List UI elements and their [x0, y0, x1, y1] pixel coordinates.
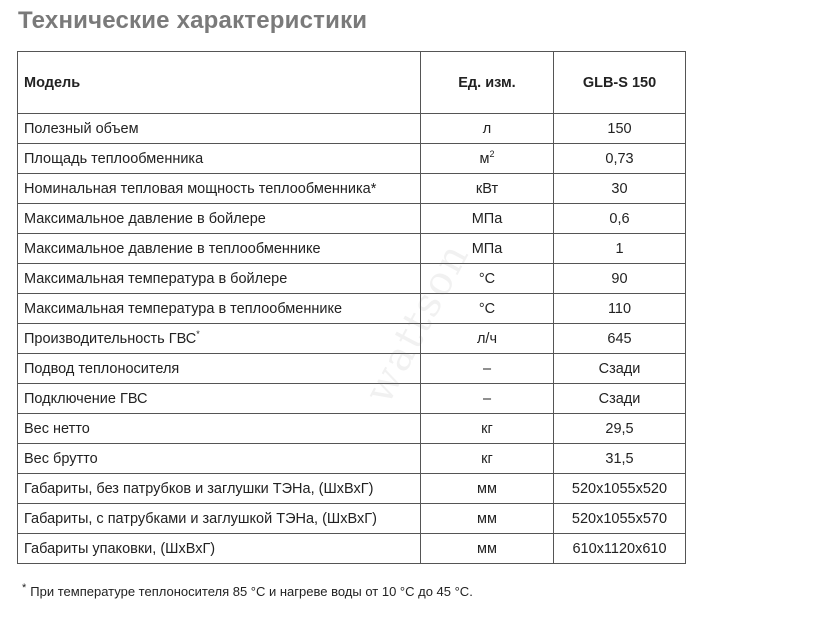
unit-text: мм — [477, 510, 497, 527]
unit-text: кг — [481, 420, 493, 437]
row-value: 0,6 — [554, 204, 686, 234]
row-parameter-name — [18, 264, 421, 294]
table-row — [18, 204, 686, 234]
unit-text: МПа — [471, 210, 503, 227]
row-unit — [421, 204, 554, 234]
parameter-name-text: Площадь теплообменника — [24, 150, 204, 167]
row-value: Сзади — [554, 384, 686, 414]
row-unit — [421, 444, 554, 474]
table-row — [18, 324, 686, 354]
table-row — [18, 294, 686, 324]
specs-table — [17, 51, 686, 564]
parameter-name-text: Подключение ГВС — [24, 390, 148, 407]
parameter-name-text: Полезный объем — [24, 120, 139, 137]
unit-text: л/ч — [476, 330, 498, 347]
row-value: 30 — [554, 174, 686, 204]
row-parameter-name — [18, 354, 421, 384]
page-title: Технические характеристики — [18, 7, 368, 34]
unit-text: кВт — [475, 180, 499, 197]
row-parameter-name — [18, 384, 421, 414]
table-row — [18, 264, 686, 294]
unit-text: – — [482, 390, 492, 407]
row-value: 90 — [554, 264, 686, 294]
header-value: GLB-S 150 — [554, 52, 686, 114]
row-parameter-name — [18, 324, 421, 354]
unit-text: мм — [477, 480, 497, 497]
table-row — [18, 174, 686, 204]
parameter-name-text: Габариты, с патрубками и заглушкой ТЭНа, (ШхВхГ) — [24, 510, 377, 527]
row-parameter-name — [18, 414, 421, 444]
row-unit — [421, 384, 554, 414]
parameter-name-text: Максимальное давление в теплообменнике — [24, 240, 321, 257]
unit-text: °С — [478, 270, 496, 287]
parameter-name-text: Вес нетто — [24, 420, 90, 437]
row-unit — [421, 234, 554, 264]
unit-text: кг — [481, 450, 493, 467]
parameter-name-text: Вес брутто — [24, 450, 98, 467]
table-row — [18, 504, 686, 534]
row-unit — [421, 174, 554, 204]
footnote-text: При температуре теплоносителя 85 °С и нагреве воды от 10 °С до 45 °С. — [30, 584, 473, 599]
table-row — [18, 354, 686, 384]
parameter-name-text: Производительность ГВС — [24, 330, 197, 347]
unit-text: МПа — [471, 240, 503, 257]
parameter-name-text: Подвод теплоносителя — [24, 360, 180, 377]
table-row — [18, 534, 686, 564]
row-parameter-name — [18, 444, 421, 474]
footnote-star: * — [22, 582, 27, 594]
row-parameter-name — [18, 114, 421, 144]
parameter-name-text: Габариты, без патрубков и заглушки ТЭНа, (ШхВхГ) — [24, 480, 374, 497]
header-unit: Ед. изм. — [421, 52, 554, 114]
row-unit — [421, 294, 554, 324]
parameter-name-text: Габариты упаковки, (ШхВхГ) — [24, 540, 216, 557]
row-unit — [421, 504, 554, 534]
row-value: 1 — [554, 234, 686, 264]
parameter-name-text: Номинальная тепловая мощность теплообменника* — [24, 180, 377, 197]
table-row — [18, 384, 686, 414]
row-parameter-name — [18, 234, 421, 264]
row-parameter-name — [18, 174, 421, 204]
row-unit — [421, 324, 554, 354]
footnote — [22, 584, 473, 599]
row-unit — [421, 354, 554, 384]
row-unit — [421, 264, 554, 294]
row-value: 31,5 — [554, 444, 686, 474]
row-unit — [421, 414, 554, 444]
row-parameter-name — [18, 144, 421, 174]
row-unit — [421, 534, 554, 564]
row-parameter-name — [18, 534, 421, 564]
parameter-name-text: Максимальная температура в теплообменнике — [24, 300, 343, 317]
row-value: 610x1120x610 — [554, 534, 686, 564]
row-value: 645 — [554, 324, 686, 354]
parameter-name-text: Максимальное давление в бойлере — [24, 210, 266, 227]
unit-text: °С — [478, 300, 496, 317]
unit-text: мм — [477, 540, 497, 557]
watermark: wattson — [356, 235, 479, 411]
row-unit — [421, 114, 554, 144]
row-parameter-name — [18, 294, 421, 324]
unit-superscript: 2 — [489, 148, 495, 159]
unit-text: м — [479, 150, 490, 167]
row-value: 520x1055x520 — [554, 474, 686, 504]
row-value: 29,5 — [554, 414, 686, 444]
header-model: Модель — [18, 52, 421, 114]
row-value: Сзади — [554, 354, 686, 384]
table-row — [18, 474, 686, 504]
table-row — [18, 414, 686, 444]
parameter-name-text: Максимальная температура в бойлере — [24, 270, 288, 287]
row-value: 110 — [554, 294, 686, 324]
table-row — [18, 234, 686, 264]
table-row — [18, 114, 686, 144]
row-value: 520x1055x570 — [554, 504, 686, 534]
unit-text: л — [482, 120, 492, 137]
row-unit — [421, 144, 554, 174]
footnote-marker: * — [196, 328, 200, 339]
row-parameter-name — [18, 474, 421, 504]
table-row — [18, 444, 686, 474]
unit-text: – — [482, 360, 492, 377]
row-parameter-name — [18, 204, 421, 234]
table-header-row — [18, 52, 686, 114]
row-parameter-name — [18, 504, 421, 534]
row-value: 0,73 — [554, 144, 686, 174]
row-unit — [421, 474, 554, 504]
row-value: 150 — [554, 114, 686, 144]
table-row — [18, 144, 686, 174]
